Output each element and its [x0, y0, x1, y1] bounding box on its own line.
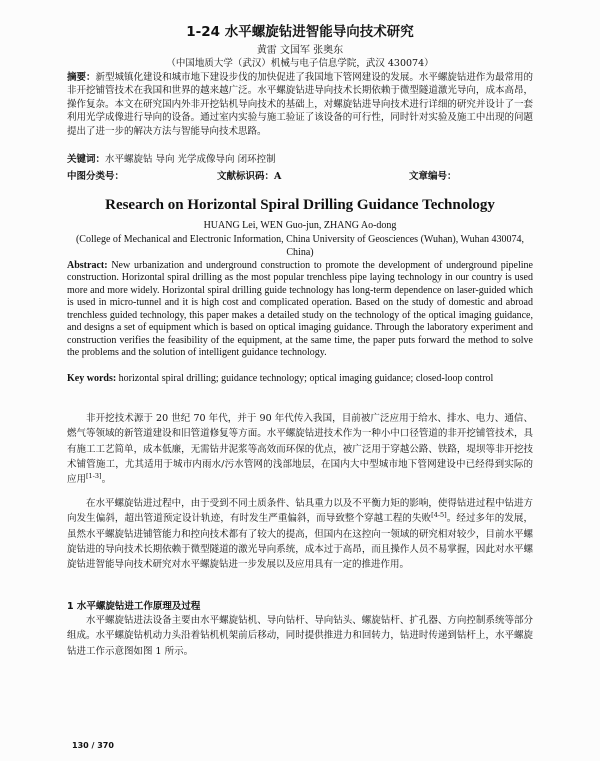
page-number: 130 / 370: [72, 741, 114, 750]
citation-ref: [1-3]: [86, 472, 102, 481]
chinese-abstract-label: 摘要：: [67, 72, 96, 83]
chinese-keywords: [67, 153, 533, 166]
class-number-label: 中图分类号：: [67, 171, 125, 182]
english-authors: HUANG Lei, WEN Guo-jun, ZHANG Ao-dong: [203, 220, 397, 231]
english-keywords: [67, 373, 533, 385]
chinese-affiliation: （中国地质大学（武汉）机械与电子信息学院，武汉 430074）: [166, 58, 434, 69]
english-keywords-label: Key words:: [67, 373, 117, 384]
chinese-abstract-text: 新型城镇化建设和城市地下建设步伐的加快促进了我国地下管网建设的发展。水平螺旋钻进作为最常用的非开挖铺管技术在我国和世界的越来越广泛。水平螺旋钻进导向技术长期依赖于微型隧道激光导向，成本高昂，操作复杂。本文在研究国内外非开挖钻机导向技术的基础上，对螺旋钻进导向技术进行详细的研究并设计了一套利用光学成像进行导向的设备。通过室内实验与施工验证了该设备的可行性，同时针对实验及施工中出现的问题提出了进一步的解决方法与智能导向技术思路。: [67, 72, 533, 137]
article-number-label: 文章编号：: [409, 171, 457, 182]
paragraph-2-text: 在水平螺旋钻进过程中，由于受到不同土质条件、钻具重力以及不平衡力矩的影响，使得钻进过程中钻进方向发生偏斜，超出管道预定设计轨迹，有时发生严重偏斜，而导致整个穿越工程的失败: [67, 498, 533, 525]
citation-ref: [4-5]: [431, 511, 447, 520]
document-code-label: 文献标识码：A: [217, 171, 282, 182]
body-paragraph-3: [67, 613, 533, 659]
paragraph-3-text: 水平螺旋钻进法设备主要由水平螺旋钻机、导向钻杆、导向钻头、螺旋钻杆、扩孔器、方向控制系统等部分组成。水平螺旋钻机动力头沿着钻机机架前后移动，同时提供推进力和回转力，钻进时传递到钻杆上，水平螺旋钻进工作示意图如图 1 所示。: [67, 615, 533, 657]
english-affiliation: (College of Mechanical and Electronic Information, China University of Geosciences (Wuhan), Wuhan 430074, China): [75, 234, 525, 258]
section-1-heading: 1 水平螺旋钻进工作原理及过程: [67, 601, 201, 612]
chinese-keywords-label: 关键词：: [67, 154, 106, 165]
chinese-abstract: [67, 71, 533, 138]
english-abstract: [67, 260, 533, 360]
chinese-title: 1-24 水平螺旋钻进智能导向技术研究: [186, 24, 414, 40]
english-title: Research on Horizontal Spiral Drilling Guidance Technology: [105, 197, 495, 213]
chinese-authors: 黄雷 文国军 张奥东: [256, 45, 344, 56]
body-paragraph-1: 非开挖技术源于 20 世纪 70 年代，并于 90 年代传入我国，目前被广泛应用于给水、排水、电力、通信、燃气等领域的新管道建设和旧管道修复等方面。水平螺旋钻进技术作为一种小中口径管道的非开挖铺管技术，具有施工工艺简单，成本低廉，无需钻井泥浆等高效而环保的优点，被广泛用于穿越公路、铁路，堤坝等非开挖技术铺管施工，尤其适用于城市内雨水/污水管网的浅部地层，在国内大中型城市地下管网建设中已经得到实际的应用[1-3]。: [67, 413, 533, 486]
chinese-keywords-text: 水平螺旋钻 导向 光学成像导向 闭环控制: [105, 154, 276, 165]
english-abstract-label: Abstract:: [67, 260, 108, 271]
paragraph-2-continued: 经过多年的发展，虽然水平螺旋钻进铺管能力和控向技术都有了较大的提高，但国内在这控向一领域的研究相对较少，目前水平螺旋钻进的导向技术长期依赖于微型隧道的激光导向系统，成本过于高昂，而且操作人员不易掌握，因此对水平螺旋钻进智能导向技术研究对水平螺旋钻进一步发展以及应用具有一定的推进作用。: [67, 513, 533, 571]
english-abstract-text: New urbanization and underground construction to promote the development of underground pipeline construction. Horizontal spiral drilling as the most popular trenchless pipe laying technology in our country is used more and more widely. Horizontal spiral drilling guide technology has long-term dependence on laser-guided which is used in micro-tunnel and it is high cost and complicated operation. Based on the study of domestic and abroad trenchless guided technology, this paper makes a detailed study on the technology of the optical imaging guidance, and designs a set of equipment which is based on optical imaging guidance. Through the laboratory experiment and construction verifies the feasibility of the equipment, at the same time, the paper puts forward the method to solve the problems and the solution of intelligent guidance technology.: [67, 260, 533, 359]
paragraph-1-text: 非开挖技术源于 20 世纪 70 年代，并于 90 年代传入我国，目前被广泛应用于给水、排水、电力、通信、燃气等领域的新管道建设和旧管道修复等方面。水平螺旋钻进技术作为一种小中口径管道的非开挖铺管技术，具有施工工艺简单，成本低廉，无需钻井泥浆等高效而环保的优点，被广泛用于穿越公路、铁路，堤坝等非开挖技术铺管施工，尤其适用于城市内雨水/污水管网的浅部地层，在国内大中型城市地下管网建设中已经得到实际的应用: [67, 413, 533, 486]
body-paragraph-2: 在水平螺旋钻进过程中，由于受到不同土质条件、钻具重力以及不平衡力矩的影响，使得钻进过程中钻进方向发生偏斜，超出管道预定设计轨迹，有时发生严重偏斜，而导致整个穿越工程的失败[4-5]。经过多年的发展，虽然水平螺旋钻进铺管能力和控向技术都有了较大的提高，但国内在这控向一领域的研究相对较少，目前水平螺旋钻进的导向技术长期依赖于微型隧道的激光导向系统，成本过于高昂，而且操作人员不易掌握，因此对水平螺旋钻进智能导向技术研究对水平螺旋钻进一步发展以及应用具有一定的推进作用。: [67, 498, 533, 571]
english-keywords-text: horizontal spiral drilling; guidance technology; optical imaging guidance; closed-loop control: [118, 373, 494, 384]
